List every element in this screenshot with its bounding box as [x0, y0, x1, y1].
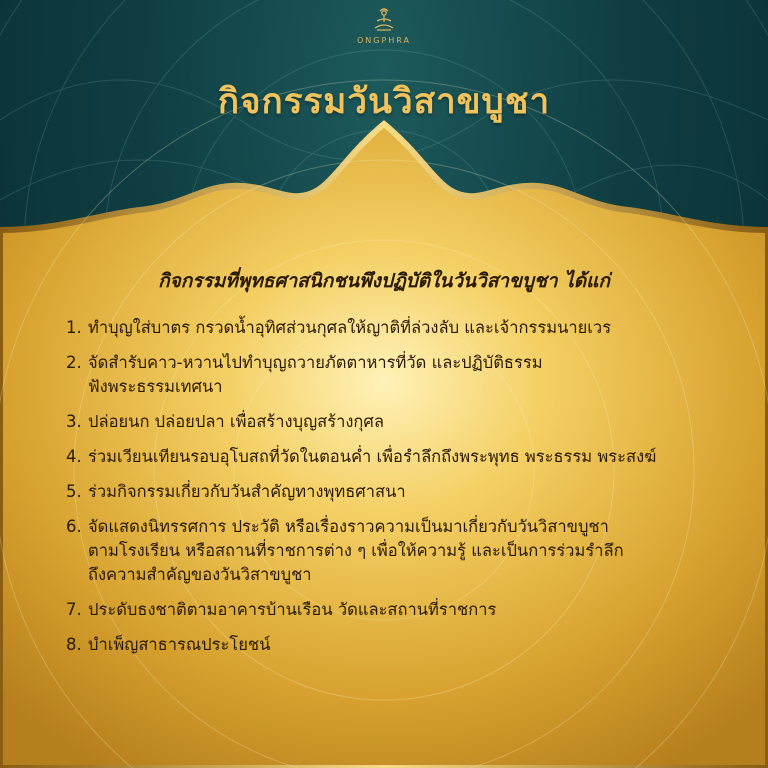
item-text: ร่วมเวียนเทียนรอบอุโบสถที่วัดในตอนค่ำ เพื่อรำลึกถึงพระพุทธ พระธรรม พระสงฆ์ — [88, 447, 657, 466]
list-item — [66, 598, 736, 622]
item-text: จัดแสดงนิทรรศการ ประวัติ หรือเรื่องราวความเป็นมาเกี่ยวกับวันวิสาขบูชา — [88, 517, 609, 536]
activity-list — [66, 316, 736, 668]
meditating-figure-icon — [371, 8, 397, 34]
item-number: 5. — [66, 482, 82, 501]
item-number: 7. — [66, 600, 82, 619]
item-text: จัดสำรับคาว-หวานไปทำบุญถวายภัตตาหารที่วัด และปฏิบัติธรรม — [88, 353, 543, 372]
item-text-continued: ตามโรงเรียน หรือสถานที่ราชการต่าง ๆ เพื่อให้ความรู้ และเป็นการร่วมรำลึก — [88, 541, 624, 560]
list-item — [66, 480, 736, 504]
list-item — [66, 316, 736, 340]
item-number: 2. — [66, 353, 82, 372]
list-item — [66, 633, 736, 657]
item-number: 6. — [66, 517, 82, 536]
item-text: ประดับธงชาติตามอาคารบ้านเรือน วัดและสถานที่ราชการ — [88, 600, 497, 619]
item-number: 8. — [66, 635, 82, 654]
item-text: บำเพ็ญสาธารณประโยชน์ — [88, 635, 271, 654]
item-text: ร่วมกิจกรรมเกี่ยวกับวันสำคัญทางพุทธศาสนา — [88, 482, 406, 501]
list-item — [66, 445, 736, 469]
list-item — [66, 515, 736, 587]
page-subtitle: กิจกรรมที่พุทธศาสนิกชนพึงปฏิบัติในวันวิสาขบูชา ได้แก่ — [158, 270, 610, 292]
brand-logo — [0, 8, 768, 45]
item-text: ปล่อยนก ปล่อยปลา เพื่อสร้างบุญสร้างกุศล — [88, 412, 384, 431]
item-text-continued: ถึงความสำคัญของวันวิสาขบูชา — [88, 565, 312, 584]
item-text: ทำบุญใส่บาตร กรวดน้ำอุทิศส่วนกุศลให้ญาติที่ล่วงลับ และเจ้ากรรมนายเวร — [88, 318, 612, 337]
list-item — [66, 351, 736, 399]
item-number: 3. — [66, 412, 82, 431]
list-item — [66, 410, 736, 434]
item-number: 4. — [66, 447, 82, 466]
item-number: 1. — [66, 318, 82, 337]
brand-name: ONGPHRA — [356, 36, 412, 45]
page-title: กิจกรรมวันวิสาขบูชา — [217, 82, 551, 122]
item-text-continued: ฟังพระธรรมเทศนา — [88, 377, 223, 396]
